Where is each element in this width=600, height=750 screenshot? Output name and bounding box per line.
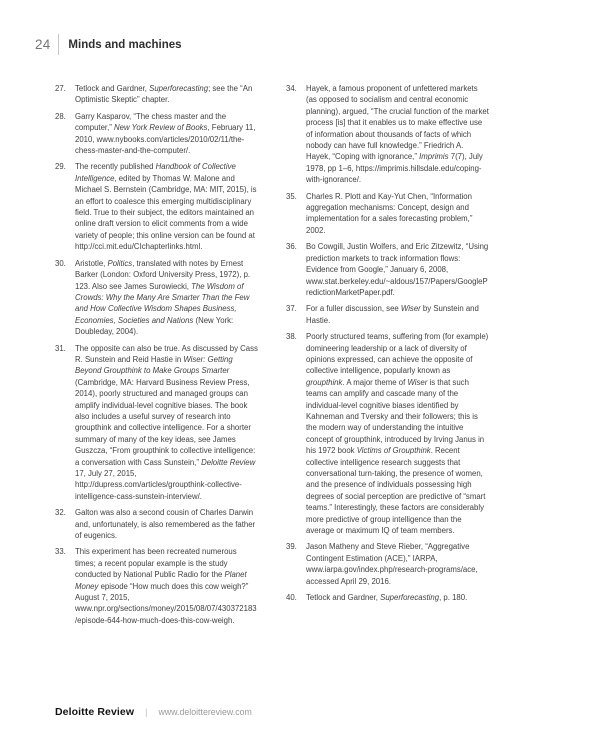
endnote-text xyxy=(75,258,258,338)
endnote-title-italic: Wiser xyxy=(400,304,421,314)
endnote-title-italic: Deloitte Review xyxy=(201,457,256,467)
endnote-number: 27. xyxy=(55,84,66,93)
endnote-text-segment: , edited by Thomas W. Malone and Michael S. Bernstein (Cambridge, MA: MIT, 2015), is an effort to coalesce this emerging multidisciplinary field. True to their subject, the editors maintained an online draft version to elicit comments from a wide variety of people; this online version can be found at http://cci.mit.edu/CIchapterlinks.html. xyxy=(75,173,257,252)
endnote-number: 30. xyxy=(55,258,66,268)
endnote-number: 28. xyxy=(55,111,66,121)
endnote-text xyxy=(75,161,258,252)
endnote-text xyxy=(306,592,489,603)
page-title: Minds and machines xyxy=(68,38,182,51)
endnote-title-italic: Superforecasting xyxy=(380,593,440,603)
endnote-text-segment: 17, July 27, 2015, http://dupress.com/articles/groupthink-collective-intelligence-cass-sunstein-interview/. xyxy=(75,469,242,501)
endnote-text-segment: by Sunstein and Hastie. xyxy=(306,304,479,325)
footer-brand: Deloitte Review xyxy=(55,706,135,718)
endnote xyxy=(55,343,258,503)
endnote xyxy=(286,83,489,186)
endnote-text-segment: The recently published xyxy=(75,162,156,172)
endnote-text-segment: Aristotle, xyxy=(75,258,108,268)
endnote-title-italic: groupthink xyxy=(306,377,343,387)
footer-divider: | xyxy=(145,707,148,717)
endnote-text-segment: episode “How much does this cow weigh?” August 7, 2015, www.npr.org/sections/money/2015/08/07/430372183/episode-644-how-much-does-this-cow-weigh. xyxy=(75,581,257,625)
endnotes-column-right xyxy=(286,83,489,608)
endnote-number: 38. xyxy=(286,332,297,342)
endnote-text-segment: Hayek, a famous proponent of unfettered markets (as opposed to socialism and central economic planning), argued, “The crucial function of the market process [is] that it enables us to make effective use of information about thousands of facts of which nobody can have full knowledge.” Friedrich A. Hayek, “Coping with ignorance,” xyxy=(306,84,489,162)
endnote-text-segment: Tetlock and Gardner, xyxy=(75,84,150,93)
endnote-title-italic: The Wisdom of Crowds: Why the Many Are Smarter Than the Few and How Collective Wisdom Shapes Business, Economies, Societies and Nations xyxy=(75,281,250,325)
endnote-text-segment: Poorly structured teams, suffering from (for example) domineering leadership or a lack of diversity of opinions expressed, can achieve the opposite of collective intelligence, popularly known as xyxy=(306,332,489,376)
endnote-text-segment: Charles R. Plott and Kay-Yut Chen, “Information aggregation mechanisms: Concept, design and implementation for a sales forecasting problem,” 2002. xyxy=(306,191,473,235)
endnote-number: 35. xyxy=(286,191,297,201)
endnote-text-segment: , February 11, 2010, www.nybooks.com/articles/2010/02/11/the-chess-master-and-the-computer/. xyxy=(75,123,256,156)
endnote xyxy=(55,258,258,338)
endnote-text-segment: This experiment has been recreated numerous times; a recent popular example is the study conducted by National Public Radio for the xyxy=(75,547,237,580)
endnote-text xyxy=(306,191,489,237)
endnote-title-italic: Superforecasting xyxy=(149,84,209,93)
endnote-text-segment: Garry Kasparov, “The chess master and the computer,” xyxy=(75,111,227,133)
endnote-title-italic: Imprimis xyxy=(419,152,449,162)
endnote-number: 33. xyxy=(55,547,66,557)
endnote-text xyxy=(75,343,258,503)
endnote-text xyxy=(75,546,258,626)
endnote xyxy=(55,161,258,252)
endnote-text-segment: The opposite can also be true. As discussed by Cass R. Sunstein and Reid Hastie in xyxy=(75,343,258,364)
endnote xyxy=(55,111,258,157)
endnote-title-italic: Wiser xyxy=(407,377,428,387)
endnote xyxy=(286,241,489,298)
endnote-text-segment: Bo Cowgill, Justin Wolfers, and Eric Zitzewitz, “Using prediction markets to track information flows: Evidence from Google,” January 6, 2008, www.stat.berkeley.edu/~aldous/157/Papers/GooglePredictionMarketPaper.pdf. xyxy=(306,242,489,297)
endnote-title-italic: Politics xyxy=(107,258,133,268)
endnote xyxy=(55,507,258,541)
endnote-text-segment: . Recent collective intelligence research suggests that conversational turn-taking, the presence of women, and the presence of individuals possessing high degrees of social perception are predictive of “smart teams.” Interestingly, these factors are considerably more predictive of group intelligence than the average or maximum IQ of team members. xyxy=(306,446,486,536)
endnote xyxy=(286,303,489,326)
endnote-text-segment: For a fuller discussion, see xyxy=(306,304,401,314)
endnote xyxy=(55,83,258,106)
endnote-text-segment: , p. 180. xyxy=(439,593,468,603)
endnote xyxy=(55,546,258,626)
endnote-number: 37. xyxy=(286,304,297,314)
endnote-title-italic: Planet Money xyxy=(75,570,247,591)
endnote-text-segment: (New York: Doubleday, 2004). xyxy=(75,315,234,337)
endnote-text xyxy=(75,111,258,157)
endnote-number: 39. xyxy=(286,542,297,552)
endnote-number: 36. xyxy=(286,242,297,252)
endnote-text-segment: , translated with notes by Ernest Barker (London: Oxford University Press, 1972), p. 123. Also see James Surowiecki, xyxy=(75,258,251,291)
footer-url: www.deloittereview.com xyxy=(158,707,252,717)
page-number: 24 xyxy=(35,37,51,52)
endnote-number: 34. xyxy=(286,84,297,93)
endnote-text-segment: 7(7), July 1978, pp 1–6, https://imprimis.hillsdale.edu/coping-with-ignorance/. xyxy=(306,152,483,185)
endnote-text-segment: is that such teams can amplify and cascade many of the individual-level cognitive biases identified by Kahneman and Tversky and their followers; this is the modern way of understanding the intuitive concept of groupthink, introduced by Irving Janus in his 1972 book xyxy=(306,377,485,456)
endnote-text xyxy=(75,83,258,106)
endnote-text xyxy=(306,241,489,298)
endnote-number: 29. xyxy=(55,162,66,172)
endnote-text-segment: Tetlock and Gardner, xyxy=(306,593,381,603)
endnote-text xyxy=(75,507,258,541)
endnote-text xyxy=(306,541,489,587)
endnote-title-italic: New York Review of Books xyxy=(114,123,208,133)
endnote-title-italic: Wiser: Getting Beyond Groupthink to Make Groups Smarter xyxy=(75,354,233,376)
page-header xyxy=(35,34,182,55)
endnote xyxy=(286,191,489,237)
header-divider xyxy=(58,34,59,55)
endnote-number: 40. xyxy=(286,593,297,603)
endnote xyxy=(286,541,489,587)
endnote-number: 32. xyxy=(55,508,66,518)
endnote-title-italic: Victims of Groupthink xyxy=(356,446,431,456)
endnote xyxy=(286,331,489,536)
page-footer xyxy=(55,706,252,718)
endnote-number: 31. xyxy=(55,343,66,353)
endnote-title-italic: Handbook of Collective Intelligence xyxy=(75,162,236,183)
endnote-text xyxy=(306,83,489,186)
endnote-text xyxy=(306,331,489,536)
endnote-text-segment: (Cambridge, MA: Harvard Business Review Press, 2014), poorly structured and managed groups can amplify individual-level cognitive biases. The book also includes a useful survey of research into groupthink and collective intelligence. For a shorter summary of many of the key ideas, see James Guszcza, “From groupthink to collective intelligence: a conversation with Cass Sunstein,” xyxy=(75,377,256,467)
endnote-text-segment: ; see the “An Optimistic Skeptic” chapter. xyxy=(75,84,253,105)
endnote-text-segment: Galton was also a second cousin of Charles Darwin and, unfortunately, is also remembered as the father of eugenics. xyxy=(75,508,256,541)
endnote-text-segment: . A major theme of xyxy=(342,377,408,387)
endnote xyxy=(286,592,489,603)
endnote-text xyxy=(306,303,489,326)
endnotes-column-left xyxy=(55,83,258,631)
endnote-text-segment: Jason Matheny and Steve Rieber, “Aggregative Contingent Estimation (ACE),” IARPA, www.iarpa.gov/index.php/research-programs/ace, accessed April 29, 2016. xyxy=(306,542,478,586)
